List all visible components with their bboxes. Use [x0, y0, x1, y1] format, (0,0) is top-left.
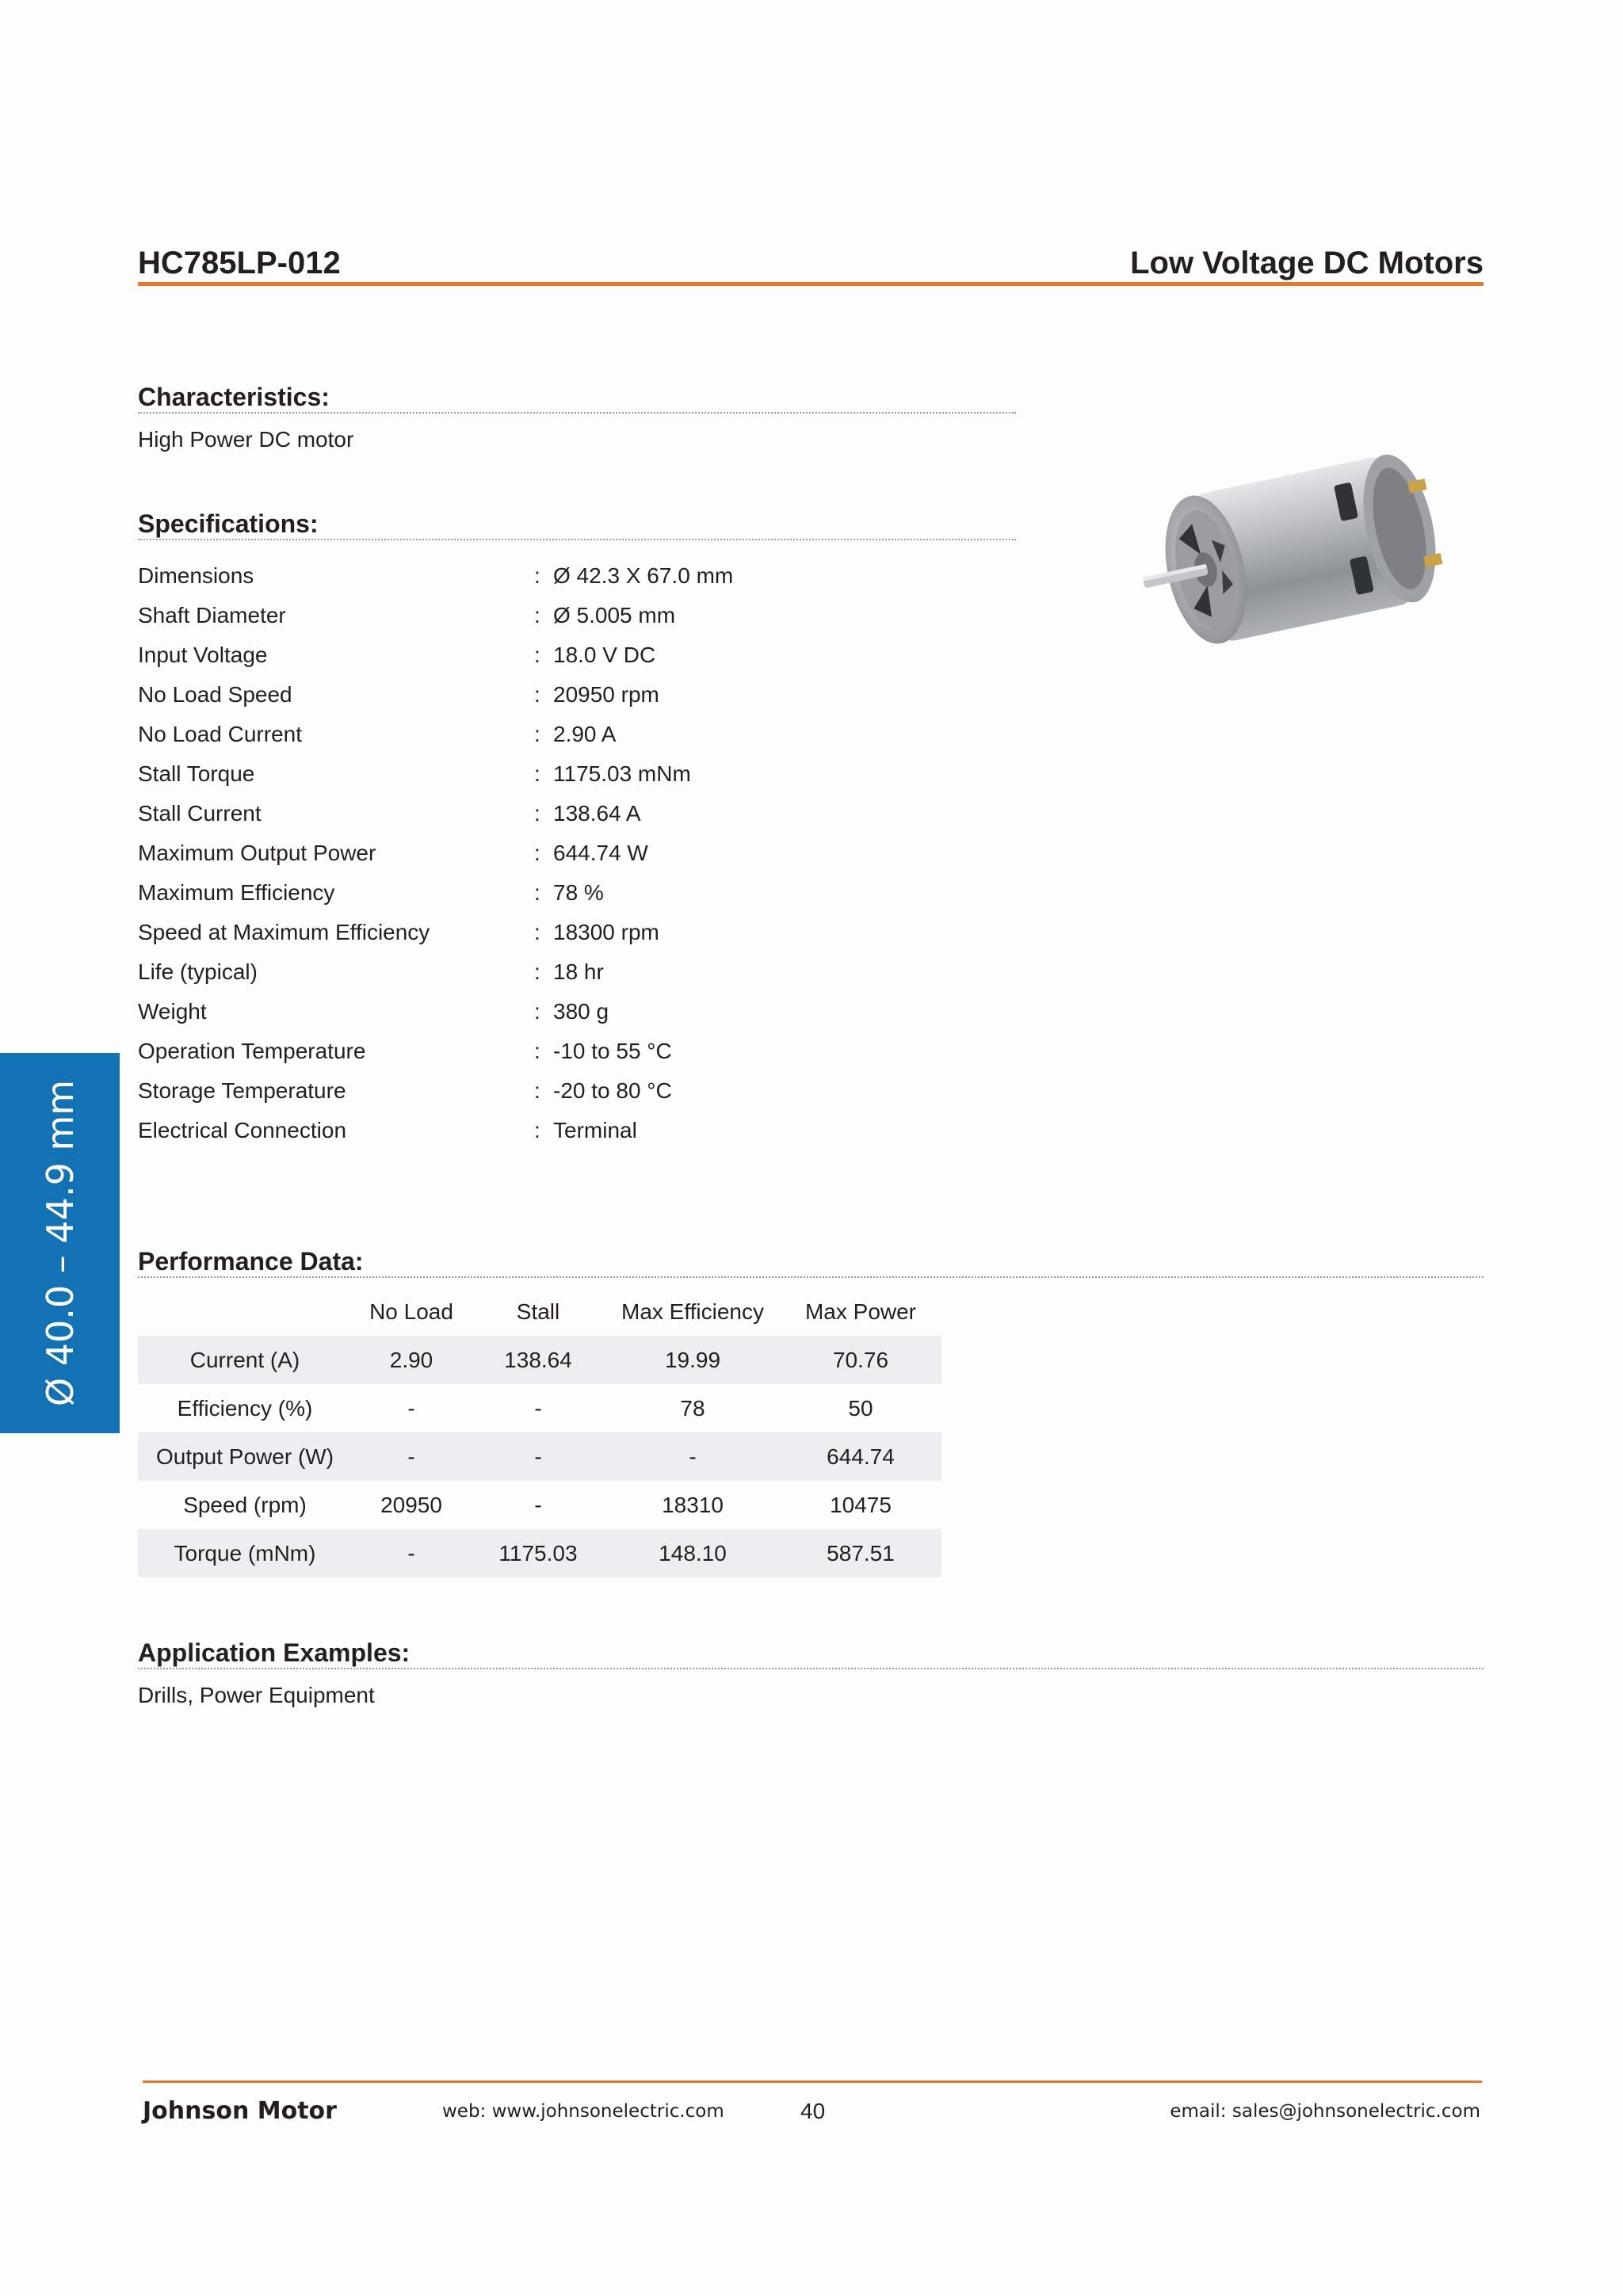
applications-title: Application Examples: — [138, 1638, 411, 1667]
table-cell: - — [534, 1395, 542, 1421]
characteristics-title: Characteristics: — [138, 383, 330, 411]
spec-label: Stall Torque — [138, 761, 255, 786]
table-header: No Load — [369, 1299, 453, 1324]
spec-row: Speed at Maximum Efficiency : 18300 rpm — [138, 920, 659, 944]
size-range-label: Ø 40.0 – 44.9 mm — [38, 1079, 82, 1407]
table-header — [138, 1287, 352, 1336]
spec-label: Storage Temperature — [138, 1078, 346, 1103]
performance-title: Performance Data: — [138, 1247, 364, 1276]
page-number: 40 — [800, 2099, 826, 2123]
footer-brand: Johnson Motor — [143, 2097, 337, 2125]
product-model: HC785LP-012 — [138, 246, 341, 280]
spec-label: No Load Speed — [138, 682, 292, 707]
table-cell: 10475 — [830, 1492, 892, 1517]
spec-label: Dimensions — [138, 563, 254, 588]
table-cell: 19.99 — [605, 1336, 780, 1384]
table-row — [138, 1432, 941, 1481]
spec-value: -10 to 55 °C — [553, 1039, 672, 1063]
table-cell: - — [605, 1432, 780, 1481]
specifications-divider — [138, 539, 1016, 540]
spec-row: Electrical Connection : Terminal — [138, 1118, 637, 1142]
table-row — [138, 1481, 941, 1529]
spec-label: Maximum Output Power — [138, 841, 376, 865]
table-cell: 138.64 — [471, 1336, 605, 1384]
performance-divider — [138, 1276, 1484, 1278]
spec-row: Shaft Diameter : Ø 5.005 mm — [138, 603, 676, 627]
table-cell: Current (A) — [138, 1336, 352, 1384]
size-range-tab — [0, 1053, 120, 1433]
spec-row: Input Voltage : 18.0 V DC — [138, 643, 656, 667]
spec-label: Electrical Connection — [138, 1118, 347, 1142]
table-cell: - — [352, 1432, 471, 1481]
spec-label: Maximum Efficiency — [138, 880, 335, 905]
table-cell: Output Power (W) — [138, 1432, 352, 1481]
table-cell: - — [407, 1395, 415, 1421]
spec-value: Ø 5.005 mm — [553, 603, 676, 627]
spec-label: Input Voltage — [138, 643, 268, 667]
spec-value: 18.0 V DC — [553, 643, 656, 667]
characteristics-text: High Power DC motor — [138, 427, 354, 452]
spec-value: 138.64 A — [553, 801, 641, 826]
table-cell: 587.51 — [780, 1529, 941, 1577]
characteristics-divider — [138, 412, 1016, 414]
table-cell: 2.90 — [352, 1336, 471, 1384]
table-cell: 70.76 — [780, 1336, 941, 1384]
footer-web-link[interactable]: web: www.johnsonelectric.com — [442, 2101, 724, 2122]
spec-label: Speed at Maximum Efficiency — [138, 920, 430, 944]
applications-text: Drills, Power Equipment — [138, 1683, 375, 1707]
table-cell: - — [534, 1492, 542, 1517]
performance-table — [138, 1287, 941, 1577]
table-cell: 1175.03 — [471, 1529, 605, 1577]
spec-row: Operation Temperature : -10 to 55 °C — [138, 1039, 672, 1063]
spec-row: Stall Current : 138.64 A — [138, 801, 641, 826]
spec-label: No Load Current — [138, 722, 303, 746]
table-cell: 20950 — [380, 1492, 442, 1517]
header-divider — [138, 282, 1484, 286]
table-cell: - — [471, 1432, 605, 1481]
table-cell: 78 — [680, 1395, 705, 1421]
spec-value: 18 hr — [553, 959, 604, 984]
spec-value: Ø 42.3 X 67.0 mm — [553, 563, 734, 588]
spec-row: Maximum Efficiency : 78 % — [138, 880, 604, 905]
table-cell: - — [352, 1529, 471, 1577]
table-row — [138, 1336, 941, 1384]
spec-row: No Load Current : 2.90 A — [138, 722, 617, 746]
table-row — [138, 1384, 941, 1432]
spec-value: 380 g — [553, 999, 609, 1024]
table-header: Max Efficiency — [621, 1299, 764, 1324]
spec-value: 78 % — [553, 880, 604, 905]
applications-divider — [138, 1668, 1484, 1669]
table-cell: Torque (mNm) — [138, 1529, 352, 1577]
spec-row: No Load Speed : 20950 rpm — [138, 682, 659, 707]
spec-row: Weight : 380 g — [138, 999, 609, 1024]
table-cell: Efficiency (%) — [177, 1395, 313, 1421]
spec-row: Storage Temperature : -20 to 80 °C — [138, 1078, 672, 1103]
specifications-title: Specifications: — [138, 509, 319, 538]
spec-value: -20 to 80 °C — [553, 1078, 672, 1103]
table-header: Stall — [516, 1299, 560, 1324]
spec-label: Shaft Diameter — [138, 603, 286, 627]
spec-value: 2.90 A — [553, 722, 617, 746]
motor-product-image — [1109, 428, 1482, 681]
table-cell: Speed (rpm) — [183, 1492, 307, 1517]
table-cell: 148.10 — [605, 1529, 780, 1577]
spec-label: Stall Current — [138, 801, 262, 826]
table-cell: 18310 — [662, 1492, 724, 1517]
spec-value: 1175.03 mNm — [553, 761, 691, 786]
spec-label: Operation Temperature — [138, 1039, 366, 1063]
footer-divider — [143, 2081, 1482, 2083]
spec-value: Terminal — [553, 1118, 637, 1142]
spec-row: Dimensions : Ø 42.3 X 67.0 mm — [138, 563, 734, 588]
spec-label: Weight — [138, 999, 207, 1024]
spec-row: Stall Torque : 1175.03 mNm — [138, 761, 691, 786]
table-cell: 50 — [848, 1395, 873, 1421]
spec-label: Life (typical) — [138, 959, 258, 984]
spec-value: 18300 rpm — [553, 920, 659, 944]
spec-value: 20950 rpm — [553, 682, 659, 707]
spec-value: 644.74 W — [553, 841, 648, 865]
spec-row: Maximum Output Power : 644.74 W — [138, 841, 648, 865]
table-header: Max Power — [804, 1299, 917, 1324]
footer-email-link[interactable]: email: sales@johnsonelectric.com — [1170, 2101, 1480, 2122]
specifications-list — [138, 556, 1010, 1150]
product-category: Low Voltage DC Motors — [1130, 246, 1484, 280]
table-cell: 644.74 — [780, 1432, 941, 1481]
table-row — [138, 1529, 941, 1577]
spec-row: Life (typical) : 18 hr — [138, 959, 604, 984]
table-header-row — [138, 1287, 941, 1336]
